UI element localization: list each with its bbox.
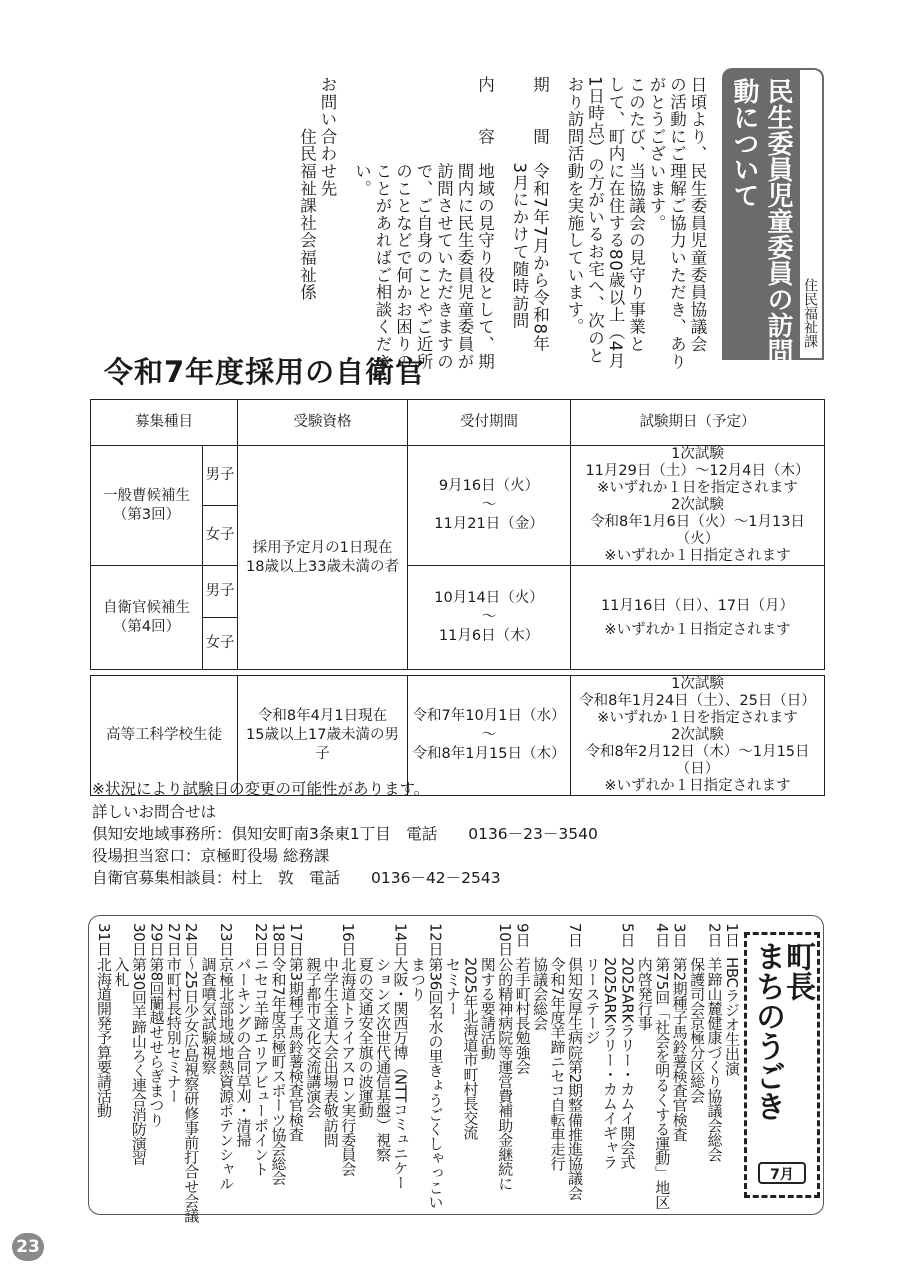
schedule-item-day: 23日 xyxy=(217,923,236,956)
schedule-item-day: 2日 xyxy=(705,923,724,947)
schedule-item-text: まつり xyxy=(409,957,427,1001)
schedule-item xyxy=(550,923,566,1171)
recruit-table xyxy=(90,399,825,796)
schedule-item xyxy=(253,923,269,1176)
schedule-month-badge: 7月 xyxy=(758,1162,806,1184)
schedule-item-text: 大阪・関西万博（NTTコミュニケー xyxy=(391,957,410,1190)
schedule-item-day: 24日～25日 xyxy=(182,923,201,1004)
schedule-item-text: ニセコ羊蹄エリアビューポイント xyxy=(252,957,270,1177)
schedule-item xyxy=(672,923,688,1141)
article-body-line: い。 xyxy=(352,76,372,198)
article-body-line: して、町内に在住する80歳以上（4月 xyxy=(606,76,625,370)
article-body-line: がとうございます。 xyxy=(647,76,666,232)
article-body-line: 間内に民生委員児童委員が xyxy=(455,76,474,371)
schedule-item-day: 27日 xyxy=(164,923,183,956)
table-row xyxy=(91,566,825,618)
header-exam-date: 試験期日（予定） xyxy=(571,400,825,446)
schedule-item-text: 協議会総会 xyxy=(531,957,550,1031)
schedule-item-text: 関する要請活動 xyxy=(478,957,497,1060)
row3-exam: 1次試験 令和8年1月24日（土）、25日（日） ※いずれか１日を指定されます 2次試験 令和8年2月12日（木）～1月15日（日） ※いずれか１日指定されます xyxy=(571,676,825,796)
schedule-item-text: パーキングの合同草刈・清掃 xyxy=(234,957,253,1147)
schedule-item xyxy=(689,923,705,1103)
table-row xyxy=(91,446,825,506)
schedule-item-text: 第3期種子馬鈴薯検査官検査 xyxy=(286,957,305,1142)
schedule-item-day: 31日 xyxy=(95,923,113,956)
schedule-item-day: 4日 xyxy=(653,923,672,947)
schedule-item-text: 令和7年度羊蹄ニセコ自転車走行 xyxy=(548,957,567,1171)
schedule-item-text: 保護司会京極分区総会 xyxy=(688,957,707,1104)
article-body-line: の活動にご理解ご協力いただき、あり xyxy=(667,76,687,371)
recruit-contact-town: 役場担当窓口：京極町役場 総務課 xyxy=(92,847,330,865)
schedule-item xyxy=(393,923,409,1189)
schedule-item xyxy=(218,923,234,1191)
row1-exam: 1次試験 11月29日（土）～12月4日（木） ※いずれか１日を指定されます 2次試験 令和8年1月6日（火）～1月13日（火） ※いずれか１日指定されます xyxy=(571,446,825,566)
article-department: 住民福祉課 xyxy=(802,278,818,348)
schedule-item-day: 12日 xyxy=(426,923,445,956)
row2-gender-female: 女子 xyxy=(203,618,238,670)
recruit-inquiry-label: 詳しいお問合せは xyxy=(92,803,217,821)
schedule-item-day: 17日 xyxy=(286,923,305,956)
schedule-item-day: 9日 xyxy=(513,923,532,947)
schedule-item xyxy=(654,923,670,1209)
schedule-item-text: HBCラジオ生出演 xyxy=(723,957,741,1076)
schedule-item-text: 京極北部地域地熱資源ポテンシャル xyxy=(217,957,236,1191)
schedule-item-text: ションズ次世代通信基盤）視察 xyxy=(374,957,393,1162)
article-body-line: のことなどで何かお困りの xyxy=(393,76,413,371)
header-period: 受付期間 xyxy=(408,400,571,446)
schedule-item xyxy=(480,923,496,1059)
schedule-item xyxy=(270,923,286,1185)
schedule-item-day: 22日 xyxy=(252,923,270,956)
article-body-line: 内 容 地域の見守り役として、期 xyxy=(475,76,495,371)
schedule-heading-line1: 町長 xyxy=(780,941,815,1001)
schedule-item xyxy=(201,923,217,1074)
article-department-box xyxy=(800,68,824,360)
page-number: 23 xyxy=(12,1233,44,1261)
schedule-item xyxy=(637,923,653,1030)
schedule-item xyxy=(427,923,443,1209)
schedule-item-day: 16日 xyxy=(339,923,358,956)
header-qualification: 受験資格 xyxy=(238,400,408,446)
schedule-item-text: 第8回蘭越せせらぎまつり xyxy=(147,957,166,1127)
schedule-heading-line2: まちのうごき xyxy=(750,941,785,1121)
schedule-item-text: 市町村長特別セミナー xyxy=(164,957,183,1104)
shared-qualification: 採用予定月の1日現在 18歳以上33歳未満の者 xyxy=(238,446,408,670)
recruit-title: 令和7年度採用の自衛官 xyxy=(104,355,426,389)
schedule-item-text: リーステージ xyxy=(583,957,602,1045)
schedule-item-text: 第2期種子馬鈴薯検査官検査 xyxy=(670,957,689,1142)
schedule-item-day: 10日 xyxy=(496,923,515,956)
article-body-line: 住民福祉課社会福祉係 xyxy=(297,76,317,301)
schedule-item xyxy=(340,923,356,1176)
schedule-item-text: 中学生全道大会出場表敬訪問 xyxy=(321,957,340,1147)
schedule-item-text: 若手町村長勉強会 xyxy=(513,957,532,1074)
article-body-line: 3月にかけて随時訪問 xyxy=(510,76,529,330)
schedule-item-day: 3日 xyxy=(670,923,689,947)
schedule-item xyxy=(462,923,478,1140)
schedule-item-text: 倶知安厚生病院第2期整備推進協議会 xyxy=(566,957,584,1200)
schedule-item-day: 5日 xyxy=(618,923,637,947)
schedule-item-text: 第30回羊蹄山ろく連合消防演習 xyxy=(129,957,148,1166)
row2-category: 自衛官候補生 （第4回） xyxy=(91,566,203,670)
schedule-item-day: 18日 xyxy=(269,923,288,956)
recruit-contact-advisor: 自衛官募集相談員：村上 敦 電話 0136－42－2543 xyxy=(92,869,501,887)
schedule-item xyxy=(707,923,723,1161)
table-header-row xyxy=(91,400,825,446)
schedule-item-text: 令和7年度京極町スポーツ協会総会 xyxy=(269,957,288,1186)
schedule-item-text: 2025年北海道市町村長交流 xyxy=(461,957,480,1140)
schedule-item-day: 1日 xyxy=(723,923,741,947)
schedule-item-text: 内啓発行事 xyxy=(635,957,654,1031)
article-body-line: 期 間 令和7年7月から令和8年 xyxy=(530,76,550,353)
schedule-item-text: 入札 xyxy=(112,957,131,987)
schedule-item-text: 親子都市文化交流講演会 xyxy=(304,957,323,1118)
schedule-heading-box xyxy=(744,932,820,1198)
schedule-item xyxy=(96,923,112,1118)
schedule-item xyxy=(358,923,374,1118)
schedule-item-day: 7日 xyxy=(566,923,584,947)
row2-gender-male: 男子 xyxy=(203,566,238,618)
article-body-line: 1日時点）の方がいるお宅へ、次のと xyxy=(585,76,605,365)
schedule-item xyxy=(236,923,252,1147)
schedule-item xyxy=(183,923,199,1222)
schedule-item xyxy=(410,923,426,1001)
row2-period: 10月14日（火） ～ 11月6日（木） xyxy=(408,566,571,670)
schedule-item xyxy=(131,923,147,1165)
recruit-note: ※状況により試験日の変更の可能性があります。 xyxy=(92,780,430,798)
row1-gender-female: 女子 xyxy=(203,506,238,566)
schedule-item xyxy=(323,923,339,1147)
article-title-line2: 動について xyxy=(729,78,759,208)
schedule-item-text: 北海道開発予算要請活動 xyxy=(95,957,113,1118)
row3-qualification: 令和8年4月1日現在 15歳以上17歳未満の男子 xyxy=(238,676,408,796)
schedule-item-text: 夏の交通安全旗の波運動 xyxy=(356,957,375,1118)
article-body-line: 日頃より、民生委員児童委員協議会 xyxy=(688,76,707,353)
schedule-item-text: 北海道トライアスロン実行委員会 xyxy=(339,957,358,1177)
schedule-item-day: 14日 xyxy=(391,923,410,956)
schedule-item-text: 2025ARKラリー・カムイギャラ xyxy=(600,957,619,1169)
schedule-item xyxy=(724,923,740,1075)
row3-category: 高等工科学校生徒 xyxy=(91,676,238,796)
row3-period: 令和7年10月1日（水） ～ 令和8年1月15日（木） xyxy=(408,676,571,796)
article-body-line: 訪問させていただきますの xyxy=(434,76,454,371)
schedule-item xyxy=(288,923,304,1141)
article-title-box xyxy=(722,68,800,390)
schedule-item-day: 30日 xyxy=(129,923,148,956)
schedule-item xyxy=(515,923,531,1074)
schedule-item-text: 第36回名水の里きょうごくしゃっこい xyxy=(426,957,445,1209)
row1-gender-male: 男子 xyxy=(203,446,238,506)
schedule-item-day: 29日 xyxy=(147,923,166,956)
schedule-item xyxy=(445,923,461,1015)
recruit-contact-office: 倶知安地域事務所：倶知安町南3条東1丁目 電話 0136－23－3540 xyxy=(92,825,598,843)
article-title-line1: 民生委員児童委員の訪問活 xyxy=(763,78,793,390)
schedule-item-text: 調査噴気試験視察 xyxy=(199,957,218,1074)
schedule-item xyxy=(497,923,513,1191)
schedule-item xyxy=(532,923,548,1030)
header-category: 募集種目 xyxy=(91,400,238,446)
schedule-item xyxy=(148,923,164,1127)
schedule-item xyxy=(567,923,583,1200)
schedule-item xyxy=(166,923,182,1103)
schedule-item xyxy=(602,923,618,1169)
schedule-item-text: 2025ARKラリー・カムイ開会式 xyxy=(618,957,637,1169)
schedule-item xyxy=(305,923,321,1118)
schedule-item xyxy=(584,923,600,1045)
schedule-item xyxy=(619,923,635,1169)
row1-category: 一般曹候補生 （第3回） xyxy=(91,446,203,566)
article-body-line: で、ご自身のことやご近所 xyxy=(414,76,433,371)
schedule-item xyxy=(113,923,129,986)
schedule-item-text: 羊蹄山麓健康づくり協議会総会 xyxy=(705,957,724,1162)
article-body-line: ことがあればご相談くださ xyxy=(373,76,392,371)
schedule-item-text: 第75回「社会を明るくする運動」地区 xyxy=(653,957,672,1209)
article-body-line: このたび、当協議会の見守り事業と xyxy=(626,76,646,353)
row2-exam: 11月16日（日）、17日（月） ※いずれか１日指定されます xyxy=(571,566,825,670)
row1-period: 9月16日（火） ～ 11月21日（金） xyxy=(408,446,571,566)
schedule-item xyxy=(375,923,391,1161)
article-body-line: お問い合わせ先 xyxy=(318,76,337,198)
article-body-line: おり訪問活動を実施しています。 xyxy=(565,76,584,336)
schedule-item-text: セミナー xyxy=(443,957,462,1016)
schedule-item-text: 少女広島視察研修事前打合せ会議 xyxy=(182,1003,201,1223)
schedule-item-text: 公的精神病院等運営費補助金継続に xyxy=(496,957,515,1191)
